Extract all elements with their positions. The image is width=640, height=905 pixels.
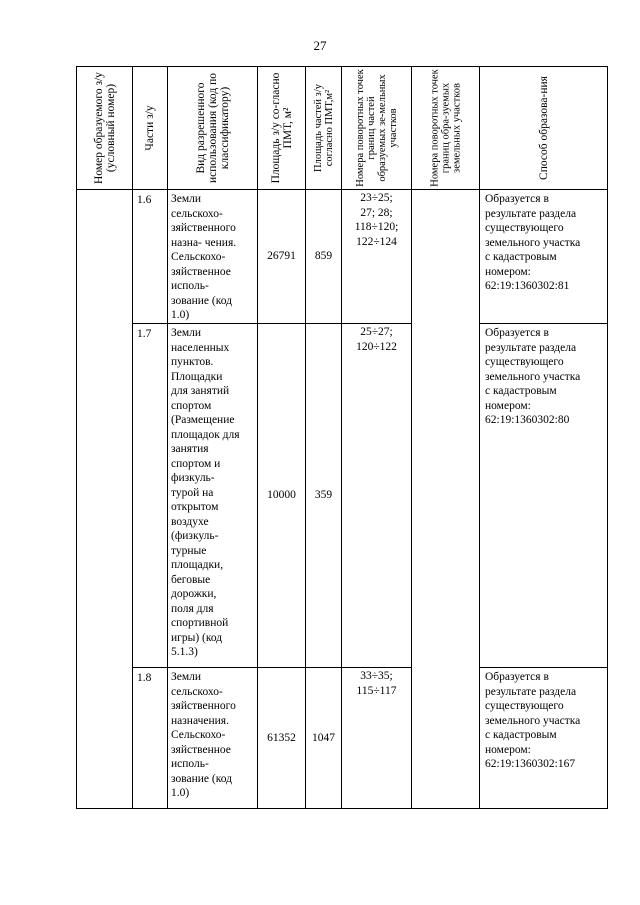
- method-cell: Образуется в результате раздела существующего земельного участка с кадастровым номером: 62:19:1360302:81: [480, 190, 608, 324]
- header-plot-parts: Части з/у: [133, 67, 168, 190]
- land-plots-table: [76, 66, 608, 809]
- header-row: [77, 67, 608, 190]
- method-cell: Образуется в результате раздела существующего земельного участка с кадастровым номером: 62:19:1360302:80: [480, 324, 608, 668]
- header-plot-points: Номера поворотных точек границ обра-зуемых земельных участков: [412, 67, 480, 190]
- part-points-cell: 23÷25; 27; 28; 118÷120; 122÷124: [342, 190, 412, 324]
- header-part-points: Номера поворотных точек границ частей образуемых зе-мельных участков: [342, 67, 412, 190]
- use-type-cell: Земли сельскохо- зяйственного назна- чения. Сельскохо- зяйственное исполь- зование (код 1.0): [168, 190, 258, 324]
- table-row: [77, 190, 608, 324]
- part-points-cell: 25÷27; 120÷122: [342, 324, 412, 668]
- part-area-cell: 1047: [306, 668, 342, 809]
- use-type-cell: Земли населенных пунктов. Площадки для занятий спортом (Размещение площадок для занятия спортом и физкуль- турой на открытом воздухе (физкуль- турные площадки, беговые дорожки, поля для спортивной игры) (код 5.1.3): [168, 324, 258, 668]
- header-plot-number: Номер образуемого з/у (условный номер): [77, 67, 133, 190]
- plot-number-cell: [77, 190, 133, 809]
- part-area-cell: 359: [306, 324, 342, 668]
- area-cell: 26791: [258, 190, 306, 324]
- header-area-pmt: Площадь з/у со-гласно ПМТ, м²: [258, 67, 306, 190]
- header-parts-area: Площадь частей з/у согласно ПМТ,м²: [306, 67, 342, 190]
- header-use-type: Вид разрешенного использования (код по классификатору): [168, 67, 258, 190]
- use-type-cell: Земли сельскохо- зяйственного назначения. Сельскохо- зяйственное исполь- зование (код 1.0): [168, 668, 258, 809]
- part-area-cell: 859: [306, 190, 342, 324]
- area-cell: 10000: [258, 324, 306, 668]
- table-row: [77, 324, 608, 668]
- part-cell: 1.7: [133, 324, 168, 668]
- part-cell: 1.6: [133, 190, 168, 324]
- method-cell: Образуется в результате раздела существующего земельного участка с кадастровым номером: 62:19:1360302:167: [480, 668, 608, 809]
- table-row: [77, 668, 608, 809]
- page-number: 27: [313, 38, 327, 53]
- part-points-cell: 33÷35; 115÷117: [342, 668, 412, 809]
- header-method: Способ образова-ния: [480, 67, 608, 190]
- part-cell: 1.8: [133, 668, 168, 809]
- plot-points-cell: [412, 190, 480, 809]
- area-cell: 61352: [258, 668, 306, 809]
